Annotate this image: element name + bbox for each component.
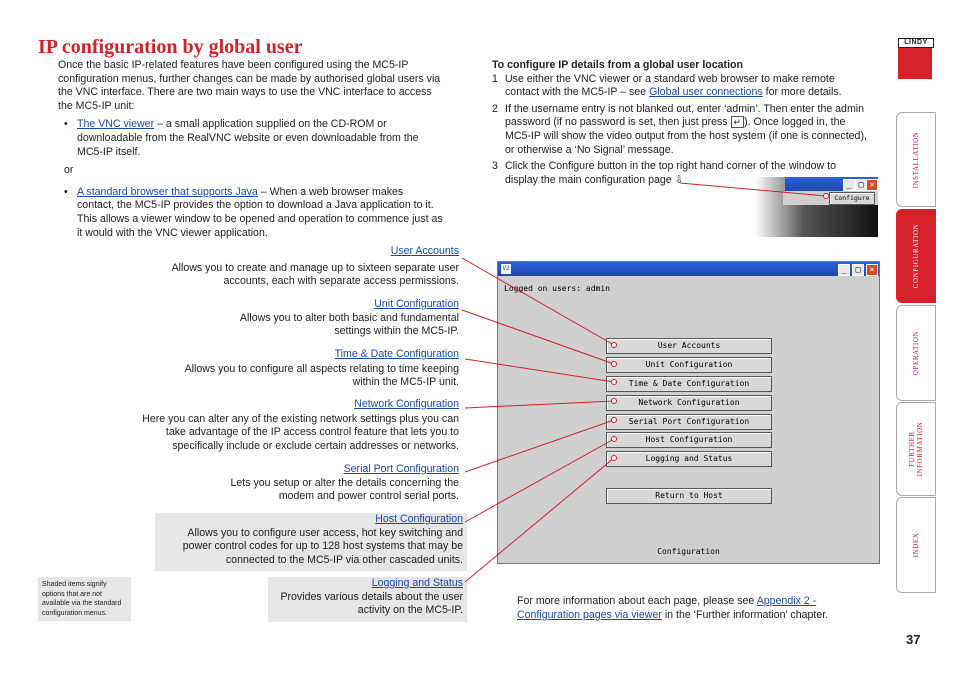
- connector-logging: [465, 458, 614, 582]
- step-text: If the username entry is not blanked out, enter ‘admin’. Then enter the admin password (if no password is set, then just press: [505, 102, 865, 129]
- host-configuration-button[interactable]: Host Configuration: [606, 432, 772, 448]
- tab-operation[interactable]: [896, 305, 936, 401]
- connector-host: [465, 439, 614, 522]
- network-configuration-link[interactable]: Network Configuration: [354, 398, 459, 410]
- connector-user-accounts: [462, 258, 614, 345]
- marker-host: [612, 437, 617, 442]
- marker-serial-port: [612, 418, 617, 423]
- intro-text: Once the basic IP-related features have been configured using the MC5-IP configuration menus, further changes can be made by authorised global users via the VNC interface. There are two main ways to use the VNC interface to access the MC5-IP unit:: [58, 59, 441, 112]
- tab-installation[interactable]: [896, 112, 936, 207]
- desc-text: Allows you to create and manage up to sixteen separate user accounts, each with separate access permissions.: [171, 261, 459, 288]
- more-info-text: in the ‘Further information’ chapter.: [661, 608, 829, 621]
- window-footer: Configuration: [657, 547, 720, 556]
- close-icon: ×: [866, 179, 878, 191]
- page-number: 37: [906, 632, 921, 647]
- step-number: 2: [492, 102, 498, 115]
- vnc-viewer-link[interactable]: The VNC viewer: [77, 118, 155, 131]
- user-accounts-link[interactable]: User Accounts: [390, 245, 459, 257]
- time-date-configuration-button[interactable]: Time & Date Configuration: [606, 376, 772, 392]
- brand-block: [898, 48, 932, 79]
- tab-label: OPERATION: [912, 330, 920, 376]
- network-configuration-button[interactable]: Network Configuration: [606, 395, 772, 411]
- configure-button[interactable]: Configure: [829, 192, 875, 205]
- bullet-text: – a small application supplied on the CD-ROM or downloadable from the RealVNC website or even downloadable from the MC5-IP itself.: [77, 118, 419, 158]
- host-configuration-link[interactable]: Host Configuration: [375, 513, 463, 525]
- marker-user-accounts: [612, 343, 617, 348]
- desc-text: Allows you to alter both basic and fundamental settings within the MC5-IP.: [239, 311, 459, 338]
- desc-text: Provides various details about the user activity on the MC5-IP.: [280, 590, 463, 617]
- desc-text: Lets you setup or alter the details concerning the modem and power control serial ports.: [230, 476, 459, 503]
- connector-time-date: [465, 359, 614, 382]
- more-info-text: For more information about each page, please see: [517, 595, 757, 607]
- unit-configuration-link[interactable]: Unit Configuration: [374, 298, 459, 310]
- logging-status-link[interactable]: Logging and Status: [371, 577, 463, 589]
- time-date-link[interactable]: Time & Date Configuration: [334, 348, 459, 360]
- tab-further-information[interactable]: [896, 402, 936, 496]
- shade-note: Shaded items signify options that are not available via the standard configuration menus.: [38, 577, 131, 621]
- tab-index[interactable]: [896, 497, 936, 593]
- connector-serial-port: [465, 420, 614, 472]
- tab-configuration[interactable]: [896, 209, 936, 303]
- close-icon[interactable]: ×: [866, 264, 878, 276]
- user-accounts-button[interactable]: User Accounts: [606, 338, 772, 354]
- page-title: IP configuration by global user: [38, 36, 303, 58]
- global-user-connections-link[interactable]: Global user connections: [649, 86, 763, 99]
- marker-network: [612, 399, 617, 404]
- minimize-icon[interactable]: _: [838, 264, 850, 276]
- desc-text: Allows you to configure user access, hot key switching and power control codes for up to 128 host systems that may be connected to the MC5-IP via other cascaded units.: [182, 526, 463, 566]
- or-text: or: [64, 164, 74, 177]
- minimize-icon: _: [843, 179, 855, 191]
- tab-label: INDEX: [912, 532, 920, 558]
- vnc-logo-icon: V2: [502, 265, 510, 272]
- more-info: [517, 595, 877, 622]
- marker-unit-configuration: [612, 362, 617, 367]
- maximize-icon: □: [855, 179, 867, 191]
- desc-text: Here you can alter any of the existing network settings plus you can take advantage of the IP access control feature that lets you to specifically include or exclude certain addresses or networks.: [142, 412, 459, 452]
- return-to-host-button[interactable]: Return to Host: [606, 488, 772, 504]
- lindy-logo: [898, 38, 932, 80]
- tab-label: FURTHER INFORMATION: [908, 421, 924, 477]
- unit-configuration-button[interactable]: Unit Configuration: [606, 357, 772, 373]
- tab-label: INSTALLATION: [912, 131, 920, 188]
- step-text: Use either the VNC viewer or a standard web browser to make remote contact with the MC5-IP – see: [505, 72, 835, 99]
- step-number: 1: [492, 72, 498, 85]
- serial-port-configuration-button[interactable]: Serial Port Configuration: [606, 414, 772, 430]
- brand-name: LINDY: [898, 38, 934, 48]
- steps-heading: To configure IP details from a global user location: [492, 59, 743, 71]
- logging-status-button[interactable]: Logging and Status: [606, 451, 772, 467]
- step-text: Click the Configure button in the top right hand corner of the window to display the main configuration page ⇩: [505, 160, 836, 186]
- serial-port-link[interactable]: Serial Port Configuration: [343, 463, 459, 475]
- appendix-link[interactable]: Appendix 2 - Configuration pages via viewer: [517, 595, 817, 621]
- step-number: 3: [492, 160, 498, 173]
- connector-network: [465, 401, 614, 408]
- step-text: for more details.: [762, 86, 842, 99]
- bullet-text: – When a web browser makes contact, the MC5-IP provides the option to download a Java application to it. This allows a viewer window to be opened and operation to commence just as it would with the VNC viewer application.: [77, 185, 443, 239]
- tab-label: CONFIGURATION: [912, 223, 920, 289]
- marker-logging: [612, 456, 617, 461]
- maximize-icon[interactable]: □: [852, 264, 864, 276]
- marker-time-date: [612, 380, 617, 385]
- connector-unit-configuration: [462, 310, 614, 364]
- step-text: ). Once logged in, the MC5-IP will show the video output from the host system (if one is connected), or otherwise a ‘No Signal’ message.: [505, 116, 867, 156]
- marker-configure: [824, 194, 829, 199]
- desc-text: Allows you to configure all aspects relating to time keeping within the MC5-IP unit.: [184, 362, 459, 389]
- connector-configure: [680, 183, 826, 196]
- enter-key-icon: ↵: [731, 116, 745, 128]
- browser-link[interactable]: A standard browser that supports Java: [77, 185, 258, 198]
- logged-on-users: Logged on users: admin: [504, 284, 610, 293]
